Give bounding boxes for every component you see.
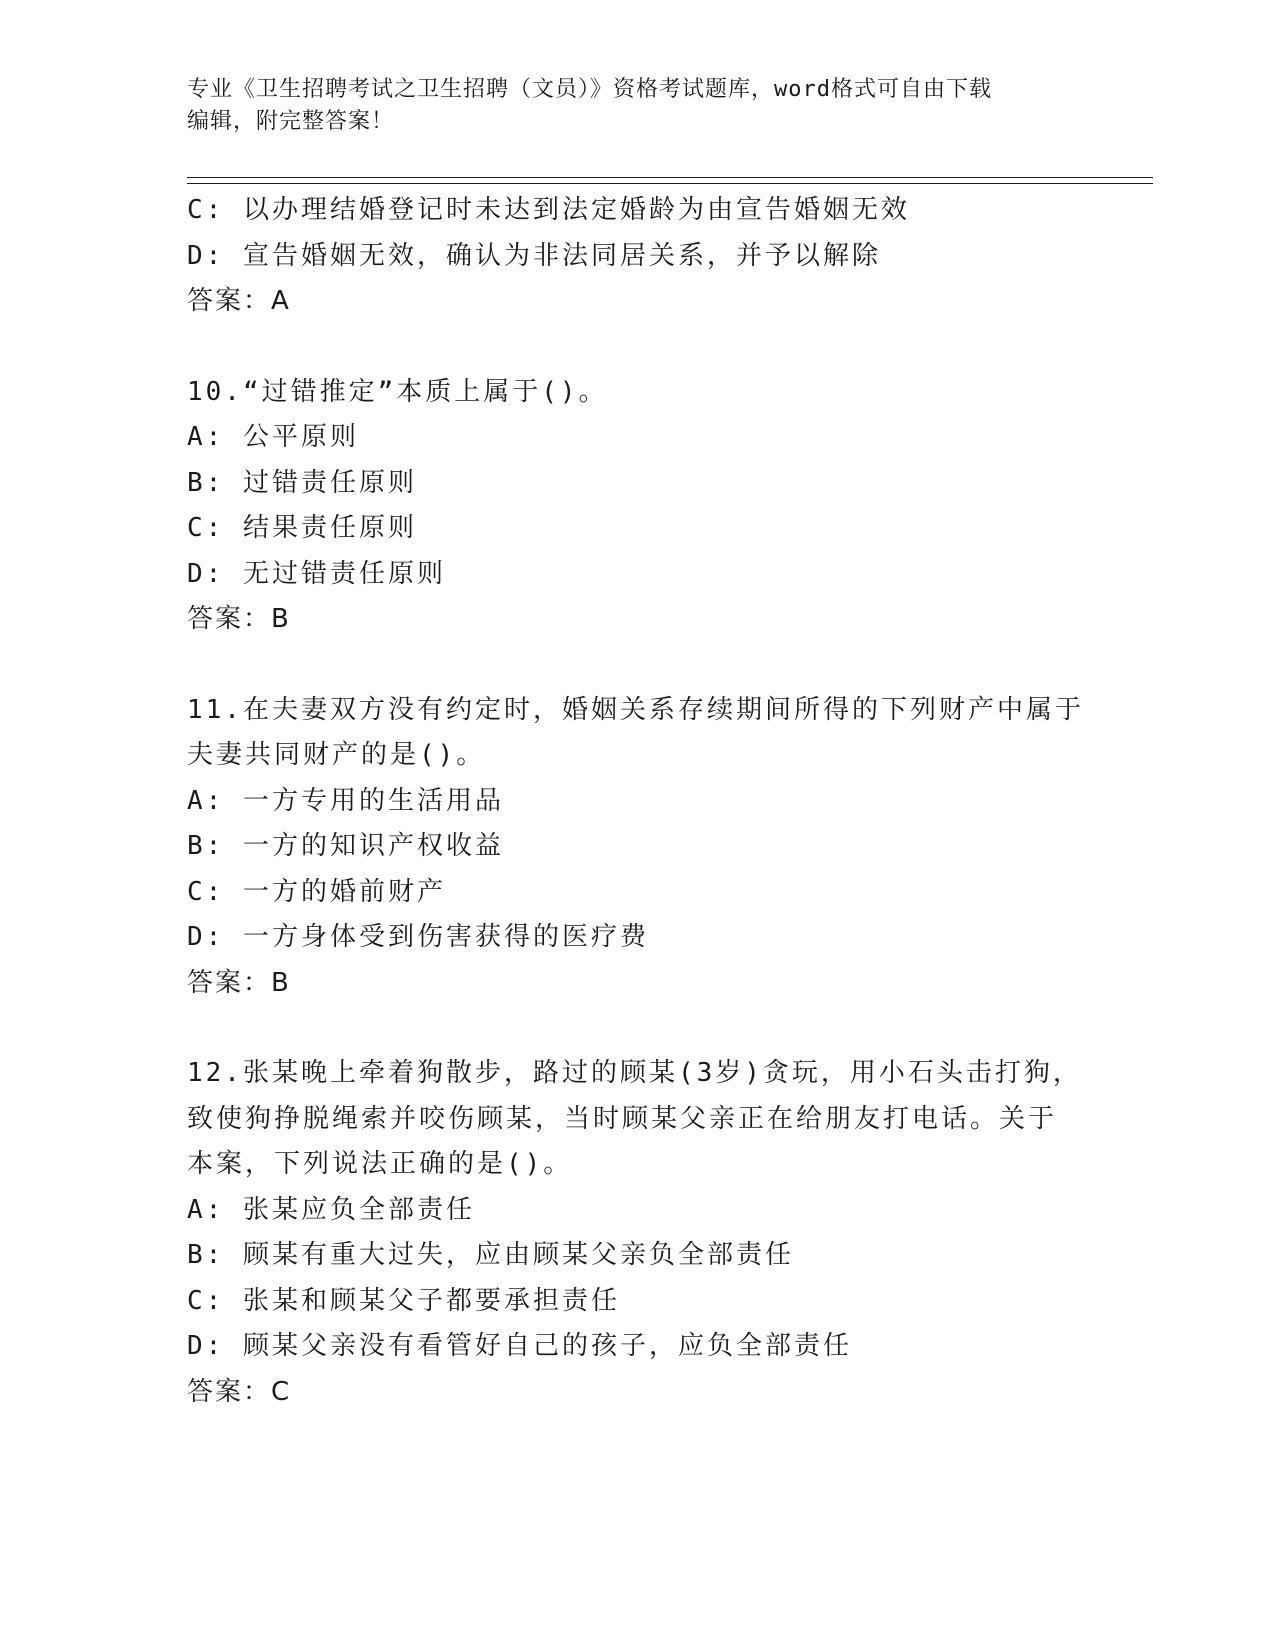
header-line-2: 编辑，附完整答案！ <box>187 109 395 134</box>
question-stem: 本案，下列说法正确的是()。 <box>187 1149 573 1179</box>
option-c: C: 结果责任原则 <box>187 513 417 543</box>
header-line-1: 专业《卫生招聘考试之卫生招聘（文员）》资格考试题库，word格式可自由下载 <box>187 77 992 102</box>
answer-line: 答案：A <box>187 286 291 316</box>
header-divider-bottom <box>187 183 1153 184</box>
option-b: B: 顾某有重大过失，应由顾某父亲负全部责任 <box>187 1240 794 1270</box>
question-stem: 致使狗挣脱绳索并咬伤顾某，当时顾某父亲正在给朋友打电话。关于 <box>187 1103 1058 1134</box>
question-stem: 11.在夫妻双方没有约定时，婚姻关系存续期间所得的下列财产中属于 <box>187 694 1084 725</box>
answer-line: 答案：C <box>187 1376 292 1407</box>
option-b: B: 过错责任原则 <box>187 467 417 498</box>
option-d: D: 无过错责任原则 <box>187 558 446 589</box>
option-c: C: 以办理结婚登记时未达到法定婚龄为由宣告婚姻无效 <box>187 195 910 225</box>
question-list <box>187 188 1087 1415</box>
option-c: C: 张某和顾某父子都要承担责任 <box>187 1285 620 1316</box>
option-b: B: 一方的知识产权收益 <box>187 831 504 861</box>
option-c: C: 一方的婚前财产 <box>187 876 446 907</box>
spacer <box>187 643 1087 688</box>
question-stem: 12.张某晚上牵着狗散步，路过的顾某(3岁)贪玩，用小石头击打狗， <box>187 1058 1082 1088</box>
spacer <box>187 1006 1087 1051</box>
document-header <box>187 74 1087 138</box>
answer-line: 答案：B <box>187 967 291 998</box>
option-a: A: 一方专用的生活用品 <box>187 785 504 816</box>
question-12 <box>187 1051 1087 1415</box>
option-a: A: 张某应负全部责任 <box>187 1194 475 1225</box>
question-10 <box>187 370 1087 643</box>
question-stem: 10.“过错推定”本质上属于()。 <box>187 376 608 407</box>
option-d: D: 宣告婚姻无效，确认为非法同居关系，并予以解除 <box>187 240 881 271</box>
spacer <box>187 325 1087 370</box>
answer-line: 答案：B <box>187 604 291 634</box>
option-d: D: 一方身体受到伤害获得的医疗费 <box>187 922 649 952</box>
header-divider-top <box>187 177 1153 178</box>
question-stem: 夫妻共同财产的是()。 <box>187 740 486 770</box>
question-9-continued <box>187 188 1087 325</box>
option-a: A: 公平原则 <box>187 422 359 452</box>
option-d: D: 顾某父亲没有看管好自己的孩子，应负全部责任 <box>187 1331 852 1361</box>
question-11 <box>187 688 1087 1007</box>
